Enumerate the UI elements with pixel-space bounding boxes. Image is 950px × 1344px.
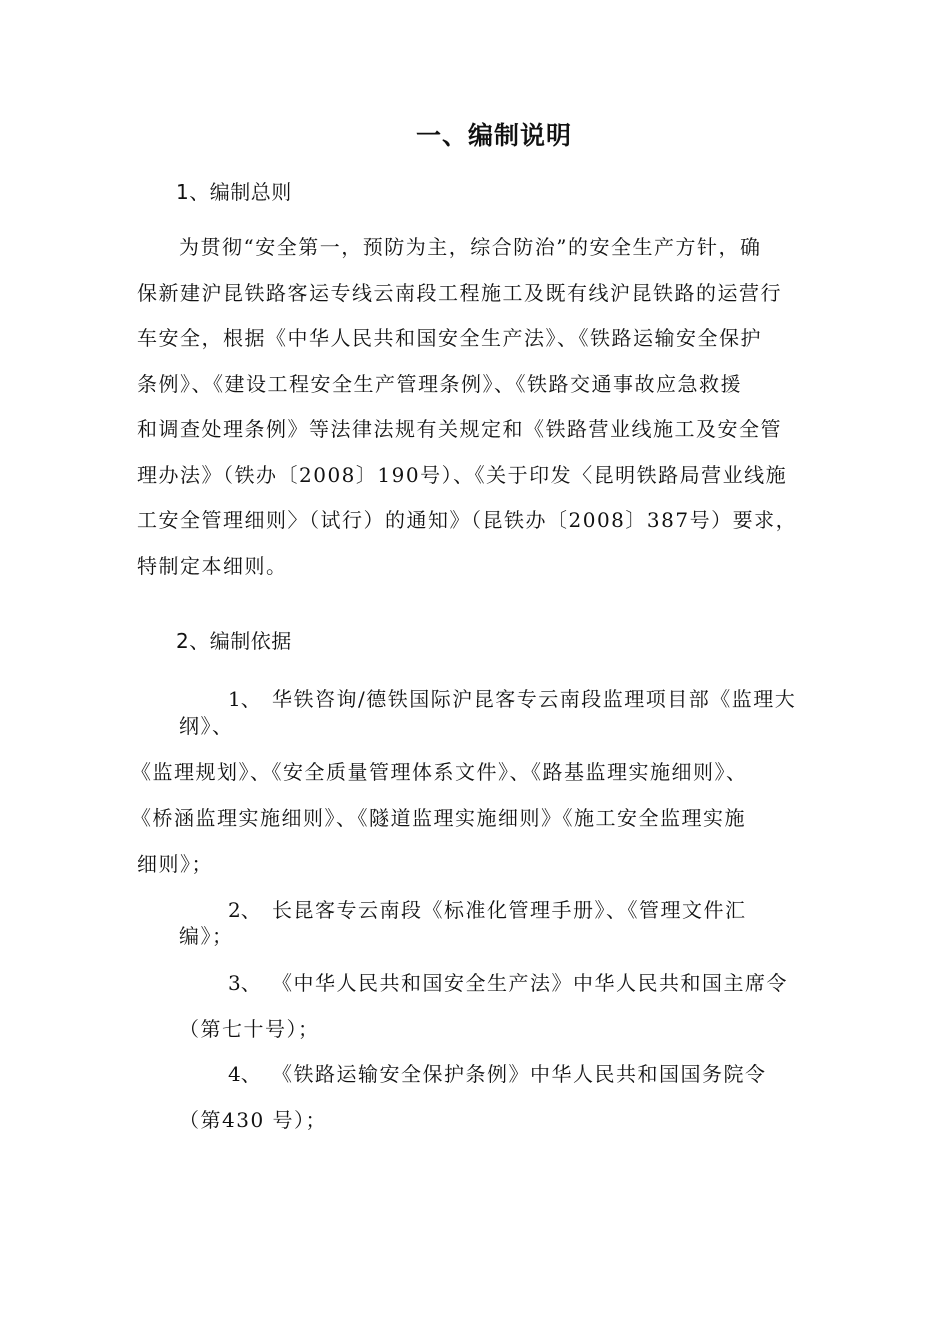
list-item-text: 《中华人民共和国安全生产法》中华人民共和国主席令 (272, 971, 788, 995)
list-item-text: 细则》； (137, 852, 213, 876)
list-item-number: 3、 (228, 971, 261, 995)
page-title: 一、编制说明 (415, 121, 572, 150)
paragraph-line: 和调查处理条例》等法律法规有关规定和《铁路营业线施工及安全管 (137, 417, 782, 441)
list-item-text: 长昆客专云南段《标准化管理手册》、《管理文件汇 (272, 898, 747, 922)
list-item-text: 华铁咨询/德铁国际沪昆客专云南段监理项目部《监理大 (272, 687, 797, 711)
list-item-text: 纲》、 (179, 714, 234, 738)
list-item-text: （第430 号）； (179, 1108, 328, 1132)
list-item-number: 4、 (228, 1062, 261, 1086)
paragraph-line: 保新建沪昆铁路客运专线云南段工程施工及既有线沪昆铁路的运营行 (137, 281, 782, 305)
list-item-number: 1、 (228, 687, 261, 711)
section-heading-basis: 2、编制依据 (176, 629, 292, 653)
list-item-text: 《桥涵监理实施细则》、《隧道监理实施细则》《施工安全监理实施 (131, 806, 746, 830)
list-item-text: 《铁路运输安全保护条例》中华人民共和国国务院令 (272, 1062, 767, 1086)
list-item-text: 编》； (179, 924, 234, 948)
paragraph-line: 工安全管理细则〉（试行）的通知》（昆铁办〔2008〕387号）要求， (137, 508, 798, 532)
paragraph-line: 车安全，根据《中华人民共和国安全生产法》、《铁路运输安全保护 (137, 326, 762, 350)
list-item-text: 《监理规划》、《安全质量管理体系文件》、《路基监理实施细则》、 (131, 760, 748, 784)
paragraph-line: 理办法》（铁办〔2008〕190号）、《关于印发〈昆明铁路局营业线施 (137, 463, 788, 487)
section-heading-general: 1、编制总则 (176, 180, 292, 204)
paragraph-line: 为贯彻“安全第一，预防为主，综合防治”的安全生产方针，确 (179, 235, 762, 259)
paragraph-line: 特制定本细则。 (137, 554, 288, 578)
paragraph-line: 条例》、《建设工程安全生产管理条例》、《铁路交通事故应急救援 (137, 372, 742, 396)
list-item-text: （第七十号）； (179, 1017, 320, 1041)
list-item-number: 2、 (228, 898, 261, 922)
